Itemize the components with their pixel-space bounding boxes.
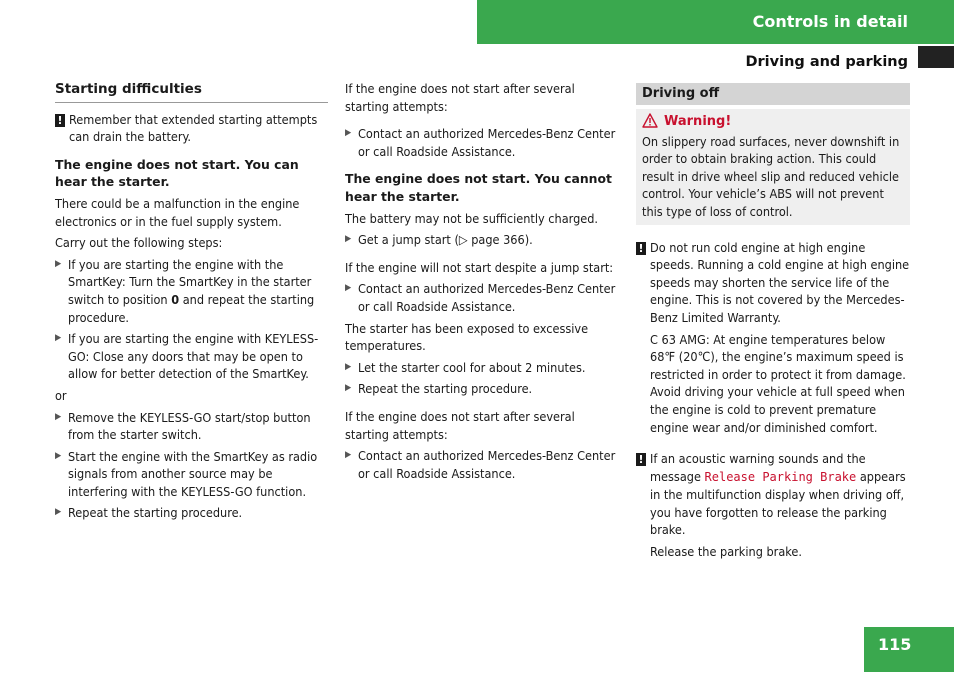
malfunction-text: There could be a malfunction in the engine electronics or in the fuel supply system. [55,195,300,229]
warning-triangle-icon [642,113,658,128]
amg-temperature-text: C 63 AMG: At engine temperatures below 68℉ (20℃), the engine’s maximum speed is restricted in order to protect it from damage. Avoid driving your vehicle at full speed when the engine is cold to prevent premature engine wear and/or diminished comfort. [650,331,906,435]
list-item: ▶ Remove the KEYLESS-GO start/stop button from the starter switch. [55,409,311,443]
page-number-box [864,627,954,672]
triangle-bullet-icon: ▶ [345,361,352,372]
several-attempts-text-2: If the engine does not start after several starting attempts: [345,408,575,442]
warning-box [636,109,910,225]
triangle-bullet-icon: ▶ [345,450,352,461]
parking-brake-notice: ! If an acoustic warning sounds and the message Release Parking Brake appears in the multifunction display when driving off, you have forgotten to release the parking brake. [636,450,910,539]
battery-text: The battery may not be sufficiently charged. [345,210,599,226]
list-item: ▶ If you are starting the engine with the SmartKey: Turn the SmartKey in the starter switch to position 0 and repeat the starting procedure. [55,256,315,325]
triangle-bullet-icon: ▶ [55,411,62,422]
list-item: ▶ Let the starter cool for about 2 minutes. [345,359,586,375]
column-2 [345,80,617,486]
list-item: ▶ Repeat the starting procedure. [345,381,533,397]
exclamation-icon: ! [636,242,646,255]
starting-difficulties-heading: Starting difficulties [55,80,328,103]
or-text: or [55,387,67,403]
triangle-bullet-icon: ▶ [55,507,62,518]
list-item: ▶ Get a jump start (▷ page 366). [345,232,533,248]
warning-title: Warning! [642,113,904,131]
list-item: ▶ Start the engine with the SmartKey as radio signals from another source may be interfering with the KEYLESS-GO function. [55,448,318,499]
several-attempts-text: If the engine does not start after several starting attempts: [345,81,575,114]
chapter-title: Controls in detail [752,12,908,31]
cold-engine-notice: ! Do not run cold engine at high engine speeds. Running a cold engine at high engine speeds may shorten the service life of the engine. This is not covered by the Mercedes-Benz Limited Warranty. [636,239,910,327]
section-tab-marker [918,46,954,68]
warning-text: On slippery road surfaces, never downshift in order to obtain braking action. This could result in drive wheel slip and reduced vehicle control. Your vehicle’s ABS will not prevent this type of loss of control. [642,133,900,219]
triangle-bullet-icon: ▶ [345,283,352,294]
jump-start-text: If the engine will not start despite a jump start: [345,259,614,275]
exclamation-icon: ! [55,114,65,127]
triangle-bullet-icon: ▶ [55,333,62,344]
triangle-bullet-icon: ▶ [55,258,62,269]
list-item: ▶ Contact an authorized Mercedes-Benz Center or call Roadside Assistance. [345,126,616,159]
column-3 [636,80,910,565]
steps-intro: Carry out the following steps: [55,235,223,251]
list-item: ▶ Repeat the starting procedure. [55,505,243,521]
can-hear-starter-subheading: The engine does not start. You can hear the starter. [55,156,299,190]
exclamation-icon: ! [636,453,646,466]
battery-notice-text: Remember that extended starting attempts can drain the battery. [69,111,318,145]
section-title: Driving and parking [745,54,908,70]
starter-temperature-text: The starter has been exposed to excessive temperatures. [345,320,589,354]
cannot-hear-starter-subheading: The engine does not start. You cannot hear the starter. [345,171,612,204]
list-item: ▶ Contact an authorized Mercedes-Benz Center or call Roadside Assistance. [345,281,616,314]
triangle-bullet-icon: ▶ [345,383,352,394]
battery-notice [55,111,328,146]
list-item: ▶ Contact an authorized Mercedes-Benz Center or call Roadside Assistance. [345,448,616,481]
triangle-bullet-icon: ▶ [345,128,352,139]
list-item: ▶ If you are starting the engine with KEYLESS-GO: Close any doors that may be open to allow for better detection of the SmartKey. [55,331,319,382]
release-brake-text: Release the parking brake. [650,544,802,560]
triangle-bullet-icon: ▶ [345,234,352,245]
page-number: 115 [878,635,912,654]
triangle-bullet-icon: ▶ [55,450,62,461]
display-message: Release Parking Brake [704,469,857,484]
driving-off-heading: Driving off [636,83,910,105]
column-1 [55,80,328,526]
